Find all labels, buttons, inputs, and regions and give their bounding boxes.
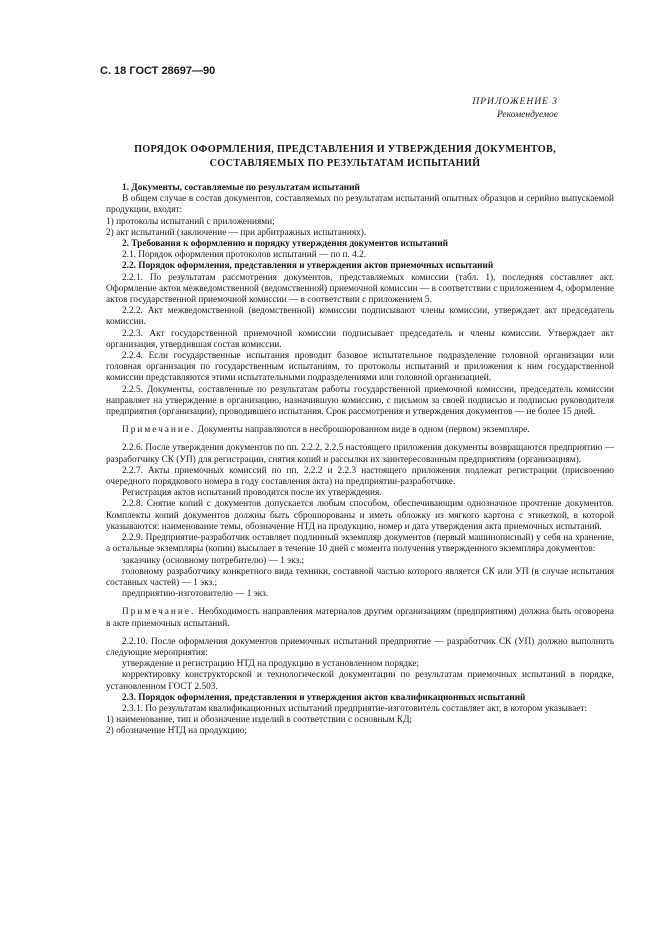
document-title-line-1: ПОРЯДОК ОФОРМЛЕНИЯ, ПРЕДСТАВЛЕНИЯ И УТВЕРЖДЕНИЯ ДОКУМЕНТОВ, (134, 144, 556, 155)
paragraph: 2.2.3. Акт государственной приемочной комиссии подписывает председатель и члены комиссии. Утверждает акт организация, утвердившая состав комиссии. (106, 328, 614, 350)
section-heading: 2.3. Порядок оформления, представления и утверждения актов квалификационных испытаний (122, 692, 526, 703)
paragraph: 1) протоколы испытаний с приложениями; (106, 216, 275, 227)
paragraph: 2.2.8. Снятие копий с документов допускается любым способом, обеспечивающим однозначное прочтение документов. Комплекты копий документов должны быть сброшюрованы и иметь обложку из мягкого картона с этикеткой, в которой указываются: наименование темы, обозначение НТД на продукцию, номер и дата утверждения акта приемочных испытаний. (106, 499, 614, 532)
paragraph: заказчику (основному потребителю) — 1 экз.; (122, 555, 305, 566)
paragraph: 2.1. Порядок оформления протоколов испытаний — по п. 4.2. (122, 250, 367, 261)
paragraph: 2.2.2. Акт межведомственной (ведомственной) комиссии подписывают члены комиссии, утверждает акт председатель комиссии. (106, 306, 614, 328)
note-text: Необходимость направления материалов другим организациям (предприятиям) должна быть оговорена в акте приемочных испытаний. (106, 607, 614, 629)
paragraph: 1) наименование, тип и обозначение изделий в соответствии с основным КД; (106, 715, 413, 726)
note-label: Примечание. (122, 425, 196, 436)
note-text: Документы направляются в несброшюрованном виде в одном (первом) экземпляре. (195, 425, 530, 436)
note-paragraph (106, 607, 614, 629)
paragraph: утверждение и регистрацию НТД на продукцию в установленном порядке; (122, 659, 420, 670)
paragraph: предприятию-изготовителю — 1 экз. (122, 589, 269, 600)
paragraph: 2) акт испытаний (заключение — при арбитражных испытаниях). (106, 227, 367, 238)
appendix-title: ПРИЛОЖЕНИЕ 3 (472, 97, 558, 107)
paragraph: 2.2.6. После утверждения документов по пп. 2.2.2, 2.2.5 настоящего приложения документы возвращаются предприятию — разработчику СК (УП) для регистрации, снятия копий и рассылки их заинтересованным предприятиям (организациям). (106, 443, 614, 465)
paragraph: 2.2.9. Предприятие-разработчик оставляет подлинный экземпляр документов (первый машинописный) у себя на хранение, а остальные экземпляры (копии) высылает в течение 10 дней с момента получения утвержденного экземпляра документов: (106, 533, 614, 555)
paragraph: 2.2.5. Документы, составленные по результатам работы государственной приемочной комиссии, председатель комиссии направляет на утверждение в организацию, назначившую комиссию, с письмом за своей подписью и подписью руководителя предприятия (организации), проводившего испытания. Срок рассмотрения и утверждения документов — не более 15 дней. (106, 384, 614, 418)
paragraph: 2) обозначение НТД на продукцию; (106, 726, 247, 737)
paragraph: 2.2.4. Если государственные испытания проводит базовое испытательное подразделение головной организации или головная организация по государственным испытаниям, то протоколы испытаний и приложения к ним государственной комиссии представляются этими испытательными подразделениями или головной организацией. (106, 351, 614, 384)
paragraph: 2.2.7. Акты приемочных комиссий по пп. 2.2.2 и 2.2.3 настоящего приложения подлежат регистрации (присвоению очередного порядкового номера в году составления акта) на предприятии-разработчике. (106, 465, 614, 488)
section-heading: 2.2. Порядок оформления, представления и утверждения актов приемочных испытаний (122, 261, 494, 272)
section-heading: 2. Требования к оформлению и порядку утверждения документов испытаний (122, 239, 448, 250)
appendix-subtitle: Рекомендуемое (496, 110, 558, 120)
document-title-line-2: СОСТАВЛЯЕМЫХ ПО РЕЗУЛЬТАТАМ ИСПЫТАНИЙ (209, 157, 481, 169)
paragraph: В общем случае в состав документов, составляемых по результатам испытаний опытных образцов и серийно выпускаемой продукции, входят: (106, 194, 614, 216)
paragraph: Регистрация актов испытаний проводится после их утверждения. (122, 488, 382, 499)
paragraph: 2.2.10. После оформления документов приемочных испытаний предприятие — разработчик СК (УП) должно выполнить следующие мероприятия: (106, 636, 614, 658)
note-paragraph (106, 425, 614, 436)
paragraph: 2.2.1. По результатам рассмотрения документов, представляемых комиссии (табл. 1), последняя составляет акт. Оформление актов межведомственной (ведомственной) приемочной комиссии — в соответствии с приложением 4, оформление актов государственной приемочной комиссии — в соответствии с приложением 5. (106, 272, 614, 306)
paragraph: головному разработчику конкретного вида техники, составной частью которого является СК или УП (в случае испытания составных частей) — 1 экз.; (106, 566, 614, 588)
note-label: Примечание. (122, 607, 196, 618)
page-header: С. 18 ГОСТ 28697—90 (100, 65, 216, 77)
section-heading: 1. Документы, составляемые по результатам испытаний (122, 183, 360, 193)
appendix-label (472, 96, 558, 122)
document-title (100, 143, 590, 170)
paragraph: корректировку конструкторской и технологической документации по результатам приемочных испытаний в порядке, установленном ГОСТ 2.503. (106, 670, 614, 692)
paragraph: 2.3.1. По результатам квалификационных испытаний предприятие-изготовитель составляет акт, в котором указывает: (122, 703, 588, 714)
document-body (106, 183, 614, 738)
